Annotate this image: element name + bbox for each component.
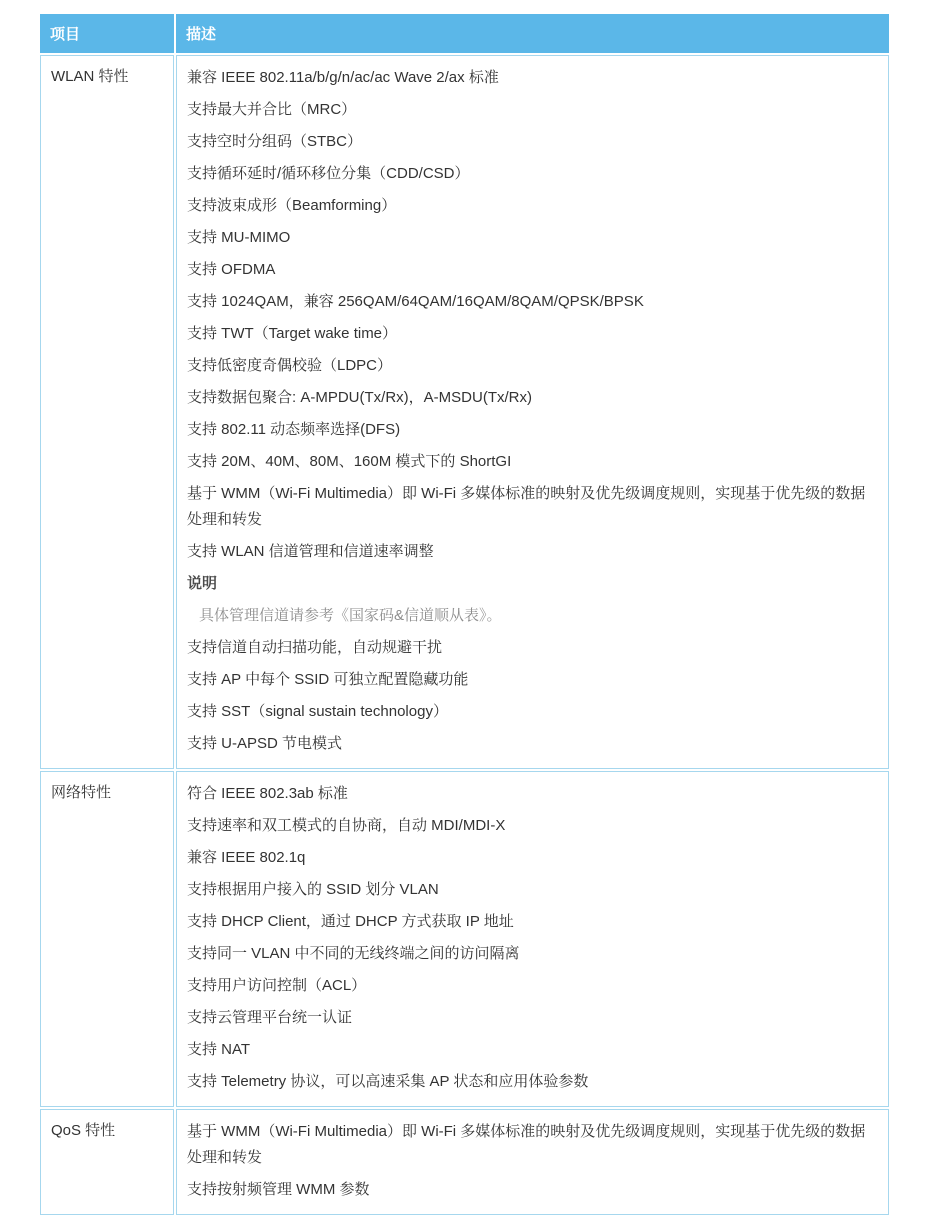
column-header-item: 项目 xyxy=(40,14,174,53)
description-cell xyxy=(176,771,889,1107)
description-line: 支持云管理平台统一认证 xyxy=(187,1009,353,1026)
description-line: 支持空时分组码（STBC） xyxy=(187,133,363,150)
description-cell xyxy=(176,55,889,769)
description-line: 支持 SST（signal sustain technology） xyxy=(187,703,448,720)
description-line: 支持波束成形（Beamforming） xyxy=(187,197,397,214)
description-line: 支持用户访问控制（ACL） xyxy=(187,977,367,994)
description-line: 支持信道自动扫描功能，自动规避干扰 xyxy=(187,639,443,656)
description-line: 支持根据用户接入的 SSID 划分 VLAN xyxy=(187,881,439,898)
item-cell-label: WLAN 特性 xyxy=(51,68,129,85)
description-line: 支持 20M、40M、80M、160M 模式下的 ShortGI xyxy=(187,453,512,470)
description-line: 支持数据包聚合: A-MPDU(Tx/Rx)，A-MSDU(Tx/Rx) xyxy=(187,389,532,406)
description-line: 支持按射频管理 WMM 参数 xyxy=(187,1181,370,1198)
spec-table-header xyxy=(40,14,889,53)
description-line: 支持 U-APSD 节电模式 xyxy=(187,735,343,752)
table-row xyxy=(40,55,889,769)
description-line: 支持循环延时/循环移位分集（CDD/CSD） xyxy=(187,165,470,182)
table-row xyxy=(40,771,889,1107)
header-row xyxy=(40,14,889,53)
description-cell xyxy=(176,1109,889,1215)
description-line: 支持 802.11 动态频率选择(DFS) xyxy=(187,421,401,438)
table-row xyxy=(40,1109,889,1215)
spec-table xyxy=(38,12,891,1217)
column-header-description: 描述 xyxy=(176,14,889,53)
spec-table-body xyxy=(40,55,889,1215)
description-line: 支持 NAT xyxy=(187,1041,251,1058)
description-line: 支持 OFDMA xyxy=(187,261,276,278)
item-cell xyxy=(40,55,174,769)
description-line: 支持 1024QAM，兼容 256QAM/64QAM/16QAM/8QAM/QPSK/BPSK xyxy=(187,293,644,310)
description-line: 支持 DHCP Client，通过 DHCP 方式获取 IP 地址 xyxy=(187,913,514,930)
item-cell-label: QoS 特性 xyxy=(51,1122,116,1139)
description-line: 基于 WMM（Wi-Fi Multimedia）即 Wi-Fi 多媒体标准的映射及优先级调度规则，实现基于优先级的数据处理和转发 xyxy=(187,1123,866,1166)
description-line: 支持 TWT（Target wake time） xyxy=(187,325,398,342)
item-cell-label: 网络特性 xyxy=(51,784,112,801)
note-body: 具体管理信道请参考《国家码&信道顺从表》。 xyxy=(199,607,502,624)
description-line: 支持 WLAN 信道管理和信道速率调整 xyxy=(187,543,434,560)
description-line: 兼容 IEEE 802.11a/b/g/n/ac/ac Wave 2/ax 标准 xyxy=(187,69,499,86)
description-line: 支持最大并合比（MRC） xyxy=(187,101,357,118)
description-line: 兼容 IEEE 802.1q xyxy=(187,849,306,866)
description-line: 基于 WMM（Wi-Fi Multimedia）即 Wi-Fi 多媒体标准的映射及优先级调度规则，实现基于优先级的数据处理和转发 xyxy=(187,485,866,528)
description-line: 支持低密度奇偶校验（LDPC） xyxy=(187,357,393,374)
description-line: 支持 MU-MIMO xyxy=(187,229,291,246)
note-title: 说明 xyxy=(187,575,218,592)
description-line: 支持 AP 中每个 SSID 可独立配置隐藏功能 xyxy=(187,671,469,688)
description-line: 支持 Telemetry 协议，可以高速采集 AP 状态和应用体验参数 xyxy=(187,1073,589,1090)
item-cell xyxy=(40,771,174,1107)
description-line: 符合 IEEE 802.3ab 标准 xyxy=(187,785,348,802)
item-cell xyxy=(40,1109,174,1215)
description-line: 支持速率和双工模式的自协商，自动 MDI/MDI-X xyxy=(187,817,506,834)
description-line: 支持同一 VLAN 中不同的无线终端之间的访问隔离 xyxy=(187,945,520,962)
